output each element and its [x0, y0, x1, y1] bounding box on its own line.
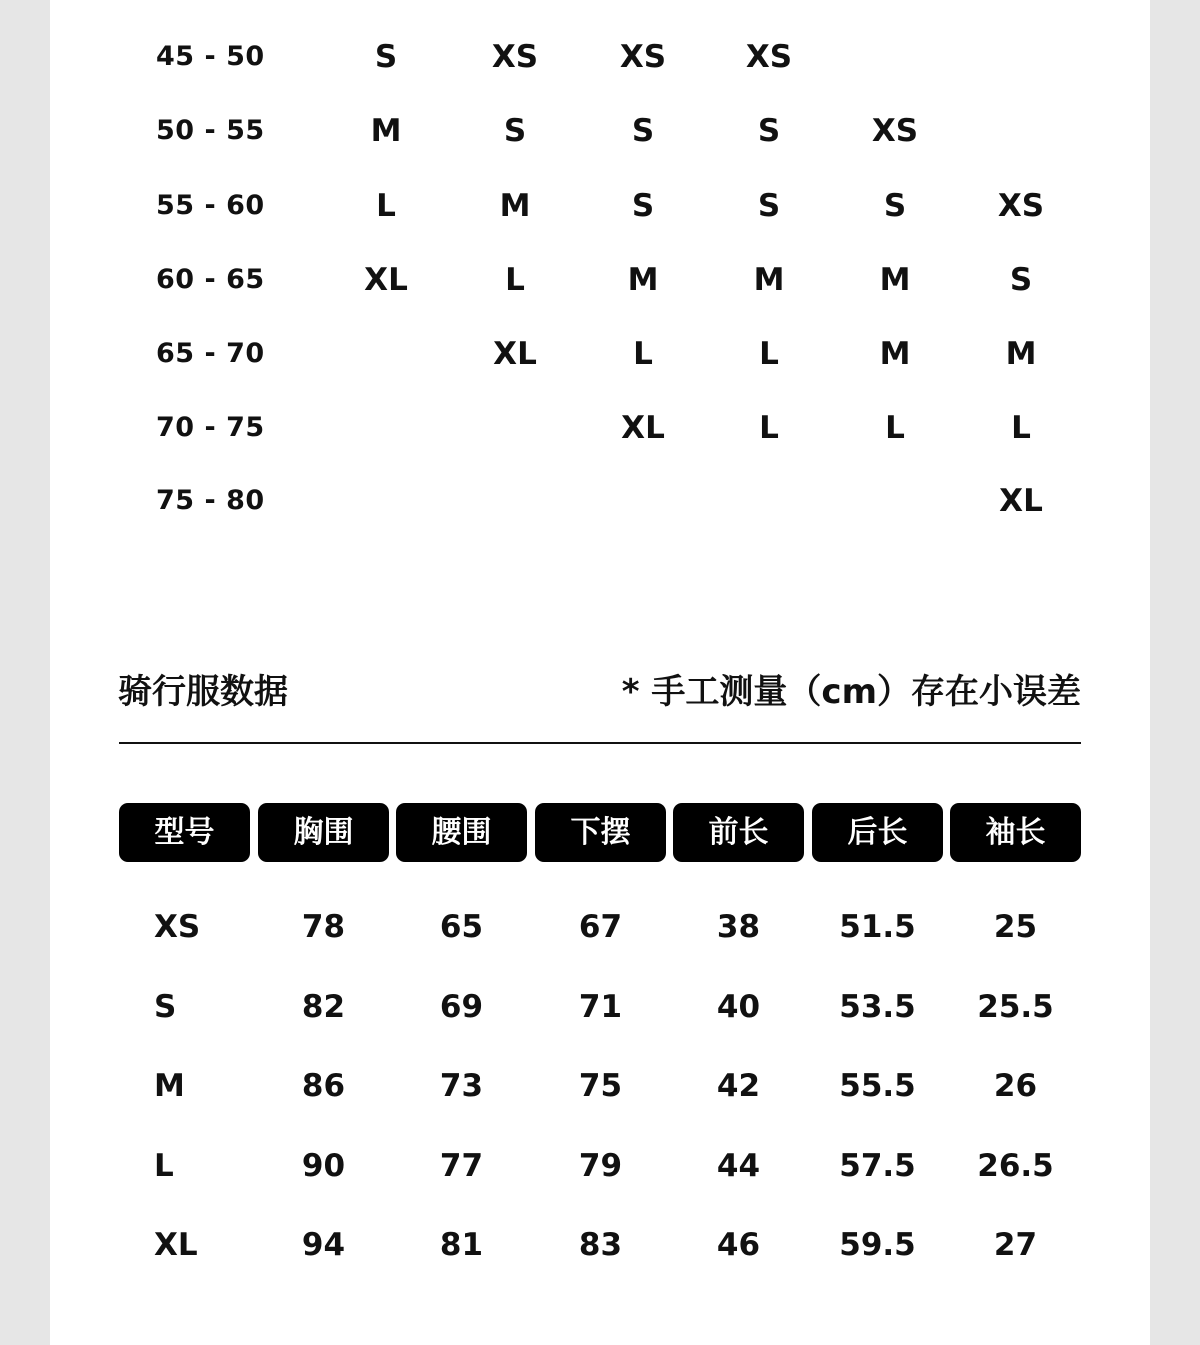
size-label: M: [154, 1068, 185, 1104]
size-cell: XS: [491, 39, 539, 75]
size-cell: M: [879, 262, 911, 298]
size-label: L: [154, 1148, 174, 1184]
size-cell: S: [374, 39, 398, 75]
size-cell: S: [883, 188, 907, 224]
table-cell: 69: [439, 989, 484, 1025]
weight-row: [50, 260, 1150, 300]
table-cell: 81: [439, 1227, 484, 1263]
weight-row: [50, 408, 1150, 448]
table-cell: 77: [439, 1148, 484, 1184]
weight-range: 60 - 65: [156, 264, 265, 295]
table-cell: 26.5: [977, 1148, 1054, 1184]
table-cell: 44: [716, 1148, 761, 1184]
size-cell: L: [505, 262, 525, 298]
size-cell: S: [631, 188, 655, 224]
weight-range: 65 - 70: [156, 338, 265, 369]
size-cell: M: [879, 336, 911, 372]
weight-row: [50, 481, 1150, 521]
table-header: [119, 803, 1081, 862]
size-cell: XL: [999, 483, 1043, 519]
table-cell: 55.5: [839, 1068, 916, 1104]
table-row: [119, 1061, 1081, 1111]
header-size: 型号: [119, 803, 250, 862]
table-cell: 94: [301, 1227, 346, 1263]
table-cell: 86: [301, 1068, 346, 1104]
table-cell: 78: [301, 909, 346, 945]
size-label: XL: [154, 1227, 198, 1263]
measurement-note: * 手工测量（cm）存在小误差: [621, 672, 1081, 712]
table-cell: 71: [578, 989, 623, 1025]
size-guide-page: [50, 0, 1150, 1345]
table-cell: 59.5: [839, 1227, 916, 1263]
table-cell: 79: [578, 1148, 623, 1184]
header-chest: 胸围: [258, 803, 389, 862]
weight-row: [50, 111, 1150, 151]
divider: [119, 742, 1081, 744]
header-front-length: 前长: [673, 803, 804, 862]
size-cell: L: [885, 410, 905, 446]
size-cell: L: [633, 336, 653, 372]
weight-range: 75 - 80: [156, 485, 265, 516]
size-cell: L: [759, 410, 779, 446]
size-cell: M: [370, 113, 402, 149]
size-cell: S: [757, 113, 781, 149]
table-cell: 40: [716, 989, 761, 1025]
table-cell: 25.5: [977, 989, 1054, 1025]
weight-range: 45 - 50: [156, 41, 265, 72]
table-row: [119, 902, 1081, 952]
table-cell: 25: [993, 909, 1038, 945]
size-cell: S: [1009, 262, 1033, 298]
table-cell: 90: [301, 1148, 346, 1184]
size-cell: M: [1005, 336, 1037, 372]
size-cell: XS: [997, 188, 1045, 224]
table-cell: 57.5: [839, 1148, 916, 1184]
table-cell: 53.5: [839, 989, 916, 1025]
size-cell: S: [757, 188, 781, 224]
header-waist: 腰围: [396, 803, 527, 862]
table-cell: 38: [716, 909, 761, 945]
table-row: [119, 982, 1081, 1032]
table-row: [119, 1141, 1081, 1191]
table-cell: 51.5: [839, 909, 916, 945]
size-cell: M: [499, 188, 531, 224]
size-label: XS: [154, 909, 201, 945]
table-row: [119, 1220, 1081, 1270]
size-label: S: [154, 989, 177, 1025]
table-cell: 67: [578, 909, 623, 945]
weight-range: 70 - 75: [156, 412, 265, 443]
weight-range: 55 - 60: [156, 190, 265, 221]
size-cell: S: [503, 113, 527, 149]
table-cell: 83: [578, 1227, 623, 1263]
size-cell: XS: [871, 113, 919, 149]
section-title: 骑行服数据: [118, 672, 288, 712]
table-cell: 73: [439, 1068, 484, 1104]
size-cell: M: [753, 262, 785, 298]
table-cell: 27: [993, 1227, 1038, 1263]
table-cell: 26: [993, 1068, 1038, 1104]
size-cell: XL: [493, 336, 537, 372]
weight-row: [50, 186, 1150, 226]
header-sleeve-length: 袖长: [950, 803, 1081, 862]
size-cell: XS: [745, 39, 793, 75]
size-cell: L: [759, 336, 779, 372]
table-cell: 82: [301, 989, 346, 1025]
size-cell: XS: [619, 39, 667, 75]
size-cell: XL: [364, 262, 408, 298]
table-cell: 42: [716, 1068, 761, 1104]
weight-range: 50 - 55: [156, 115, 265, 146]
header-hem: 下摆: [535, 803, 666, 862]
size-cell: S: [631, 113, 655, 149]
weight-row: [50, 37, 1150, 77]
size-cell: M: [627, 262, 659, 298]
table-cell: 75: [578, 1068, 623, 1104]
weight-row: [50, 334, 1150, 374]
size-cell: L: [376, 188, 396, 224]
size-cell: L: [1011, 410, 1031, 446]
header-back-length: 后长: [812, 803, 943, 862]
table-cell: 65: [439, 909, 484, 945]
size-cell: XL: [621, 410, 665, 446]
table-cell: 46: [716, 1227, 761, 1263]
